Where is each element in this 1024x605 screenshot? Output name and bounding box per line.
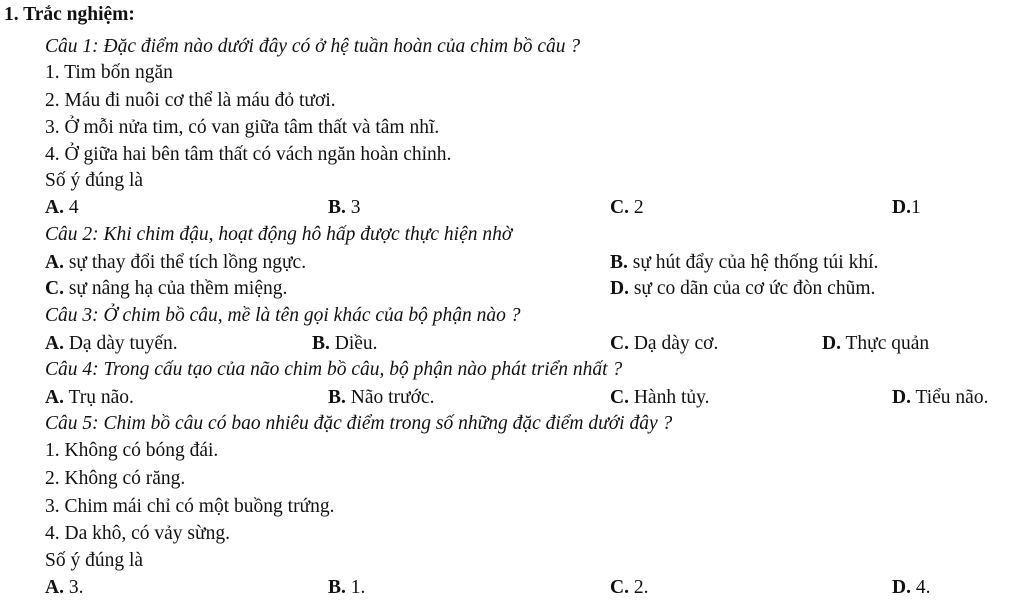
option-letter: D. (892, 577, 911, 598)
option-text: 4. (910, 577, 931, 598)
option-text: Hành tủy. (628, 387, 710, 408)
option-letter: D. (610, 278, 629, 299)
option-text: sự nâng hạ của thềm miệng. (63, 278, 288, 299)
question-3-option-c[interactable] (610, 331, 718, 357)
option-text: 2 (628, 197, 644, 218)
question-4-option-d[interactable] (892, 385, 988, 411)
question-2-option-b[interactable] (610, 250, 878, 276)
option-text: sự co dãn của cơ ức đòn chũm. (628, 278, 876, 299)
question-3-option-d[interactable] (822, 331, 929, 357)
option-text: 1 (910, 197, 921, 218)
option-text: 3. (63, 577, 84, 598)
option-letter: B. (328, 387, 346, 408)
option-letter: B. (328, 577, 346, 598)
question-5-statement-2: 2. Không có răng. (45, 468, 186, 489)
option-letter: A. (45, 333, 64, 354)
question-1-statement-4: 4. Ở giữa hai bên tâm thất có vách ngăn hoàn chỉnh. (45, 144, 452, 165)
question-1-option-b[interactable] (328, 195, 361, 221)
option-letter: A. (45, 387, 64, 408)
option-letter: B. (328, 197, 346, 218)
question-5-statement-1: 1. Không có bóng đái. (45, 440, 219, 461)
question-4-option-a[interactable] (45, 385, 134, 411)
option-text: 4 (63, 197, 79, 218)
question-5-option-c[interactable] (610, 575, 648, 601)
option-text: 2. (628, 577, 649, 598)
question-4-option-b[interactable] (328, 385, 434, 411)
question-1-option-a[interactable] (45, 195, 79, 221)
option-letter: A. (45, 577, 64, 598)
question-4-text: Câu 4: Trong cấu tạo của não chim bồ câu, bộ phận nào phát triển nhất ? (45, 359, 623, 380)
question-5-prompt: Số ý đúng là (45, 550, 144, 571)
option-letter: A. (45, 197, 64, 218)
question-3-option-b[interactable] (312, 331, 378, 357)
option-text: Tiểu não. (910, 387, 989, 408)
option-letter: C. (610, 387, 629, 408)
option-text: Trụ não. (63, 387, 134, 408)
question-2-text: Câu 2: Khi chim đậu, hoạt động hô hấp được thực hiện nhờ (45, 224, 513, 245)
option-letter: B. (312, 333, 330, 354)
question-3-option-a[interactable] (45, 331, 178, 357)
option-text: 3 (345, 197, 361, 218)
question-1-statement-3: 3. Ở mỗi nửa tim, có van giữa tâm thất và tâm nhĩ. (45, 117, 440, 138)
option-text: Dạ dày tuyến. (63, 333, 178, 354)
question-1-option-c[interactable] (610, 195, 644, 221)
option-letter: C. (610, 577, 629, 598)
option-text: Diều. (329, 333, 378, 354)
option-text: 1. (345, 577, 366, 598)
option-letter: B. (610, 252, 628, 273)
question-1-prompt: Số ý đúng là (45, 170, 144, 191)
option-text: Dạ dày cơ. (628, 333, 719, 354)
option-letter: D. (892, 197, 911, 218)
option-text: Thực quản (840, 333, 930, 354)
question-2-option-a[interactable] (45, 250, 306, 276)
option-letter: D. (892, 387, 911, 408)
option-letter: C. (45, 278, 64, 299)
question-1-statement-1: 1. Tim bốn ngăn (45, 62, 173, 83)
question-5-option-b[interactable] (328, 575, 365, 601)
question-1-option-d[interactable] (892, 195, 921, 221)
section-heading: 1. Trắc nghiệm: (4, 4, 135, 25)
question-4-option-c[interactable] (610, 385, 709, 411)
question-5-statement-3: 3. Chim mái chỉ có một buồng trứng. (45, 496, 335, 517)
question-1-statement-2: 2. Máu đi nuôi cơ thể là máu đỏ tươi. (45, 90, 336, 111)
option-letter: A. (45, 252, 64, 273)
question-5-option-a[interactable] (45, 575, 83, 601)
question-5-statement-4: 4. Da khô, có vảy sừng. (45, 523, 230, 544)
question-1-text: Câu 1: Đặc điểm nào dưới đây có ở hệ tuần hoàn của chim bồ câu ? (45, 36, 581, 57)
option-text: Não trước. (345, 387, 435, 408)
question-3-text: Câu 3: Ở chim bồ câu, mề là tên gọi khác của bộ phận nào ? (45, 305, 521, 326)
question-2-option-c[interactable] (45, 276, 287, 302)
option-text: sự thay đổi thể tích lồng ngực. (63, 252, 307, 273)
question-5-text: Câu 5: Chim bồ câu có bao nhiêu đặc điểm trong số những đặc điểm dưới đây ? (45, 413, 673, 434)
option-letter: C. (610, 333, 629, 354)
option-text: sự hút đẩy của hệ thống túi khí. (627, 252, 879, 273)
question-5-option-d[interactable] (892, 575, 930, 601)
option-letter: D. (822, 333, 841, 354)
option-letter: C. (610, 197, 629, 218)
question-2-option-d[interactable] (610, 276, 875, 302)
